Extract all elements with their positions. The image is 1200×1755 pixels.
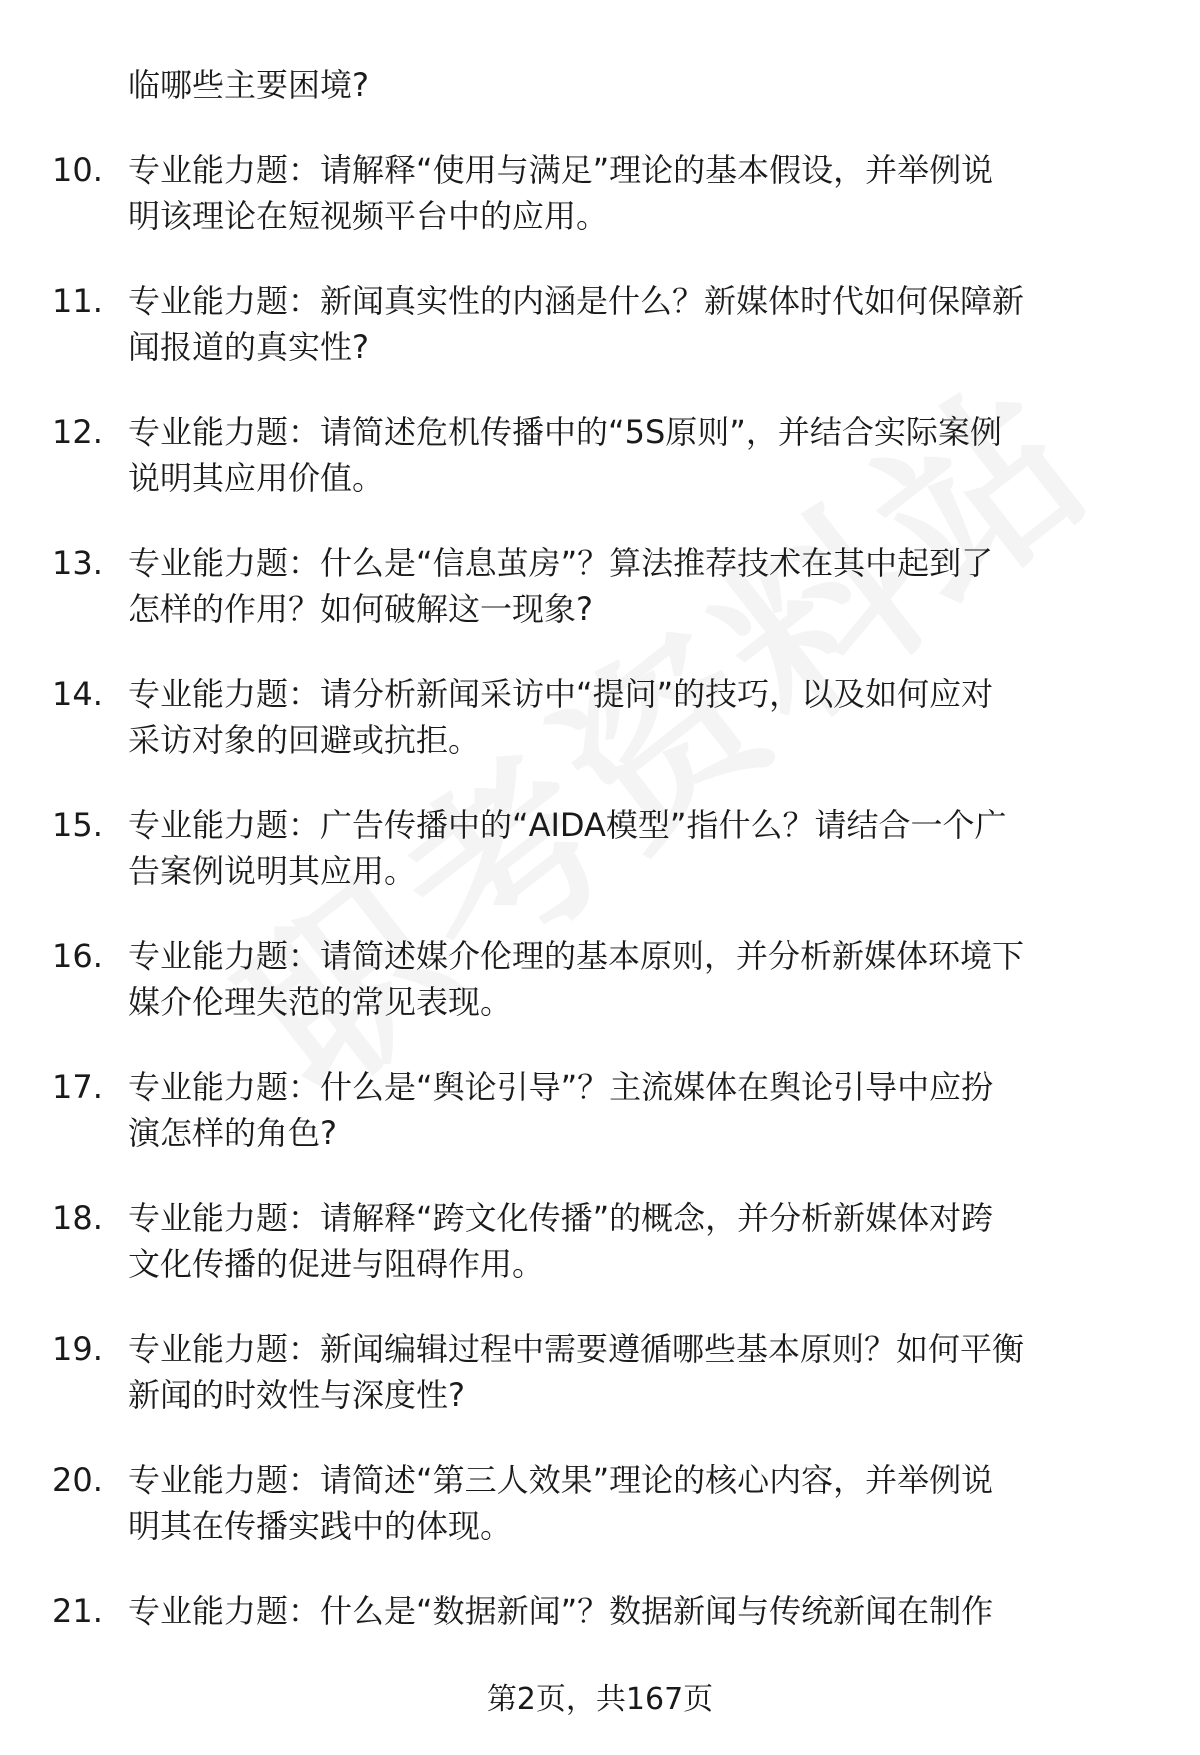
question-number: 17.: [52, 1068, 103, 1106]
question-number: 14.: [52, 675, 103, 713]
question-item-17: [0, 1064, 1200, 1195]
page-footer: 第2页，共167页: [486, 1682, 714, 1717]
question-text-line: 专业能力题：新闻真实性的内涵是什么？新媒体时代如何保障新: [128, 282, 1025, 320]
question-number: 12.: [52, 413, 103, 451]
question-item-15: [0, 802, 1200, 933]
question-text-line: 演怎样的角色?: [128, 1114, 337, 1152]
continuation-text: 临哪些主要困境?: [128, 66, 369, 104]
question-number: 13.: [52, 544, 103, 582]
question-item-16: [0, 933, 1200, 1064]
question-item-12: [0, 409, 1200, 540]
question-text-line: 说明其应用价值。: [128, 459, 385, 497]
question-number: 10.: [52, 151, 103, 189]
question-text-line: 专业能力题：什么是“数据新闻”？数据新闻与传统新闻在制作: [128, 1592, 994, 1630]
question-text-line: 明其在传播实践中的体现。: [128, 1507, 513, 1545]
question-number: 11.: [52, 282, 103, 320]
question-text-line: 专业能力题：请简述媒介伦理的基本原则，并分析新媒体环境下: [128, 937, 1025, 975]
question-item-13: [0, 540, 1200, 671]
question-text-line: 明该理论在短视频平台中的应用。: [128, 197, 609, 235]
question-text-line: 媒介伦理失范的常见表现。: [128, 983, 513, 1021]
question-number: 15.: [52, 806, 103, 844]
question-text-line: 专业能力题：广告传播中的“AIDA模型”指什么？请结合一个广: [128, 806, 1007, 844]
question-item-20: [0, 1457, 1200, 1588]
question-text-line: 专业能力题：请解释“跨文化传播”的概念，并分析新媒体对跨: [128, 1199, 994, 1237]
question-text-line: 专业能力题：请解释“使用与满足”理论的基本假设，并举例说: [128, 151, 994, 189]
question-item-14: [0, 671, 1200, 802]
question-text-line: 专业能力题：请分析新闻采访中“提问”的技巧，以及如何应对: [128, 675, 994, 713]
question-number: 20.: [52, 1461, 103, 1499]
question-number: 21.: [52, 1592, 103, 1630]
question-text-line: 告案例说明其应用。: [128, 852, 417, 890]
question-list: [0, 147, 1200, 1719]
question-item-10: [0, 147, 1200, 278]
question-text-line: 文化传播的促进与阻碍作用。: [128, 1245, 545, 1283]
question-text-line: 专业能力题：请简述危机传播中的“5S原则”，并结合实际案例: [128, 413, 1002, 451]
question-text-line: 采访对象的回避或抗拒。: [128, 721, 481, 759]
question-item-11: [0, 278, 1200, 409]
question-item-18: [0, 1195, 1200, 1326]
question-text-line: 专业能力题：什么是“舆论引导”？主流媒体在舆论引导中应扮: [128, 1068, 994, 1106]
question-text-line: 怎样的作用？如何破解这一现象?: [128, 590, 593, 628]
question-text-line: 新闻的时效性与深度性?: [128, 1376, 465, 1414]
question-text-line: 专业能力题：什么是“信息茧房”？算法推荐技术在其中起到了: [128, 544, 994, 582]
question-number: 16.: [52, 937, 103, 975]
question-number: 18.: [52, 1199, 103, 1237]
question-item-19: [0, 1326, 1200, 1457]
question-text-line: 专业能力题：新闻编辑过程中需要遵循哪些基本原则？如何平衡: [128, 1330, 1025, 1368]
question-number: 19.: [52, 1330, 103, 1368]
question-text-line: 专业能力题：请简述“第三人效果”理论的核心内容，并举例说: [128, 1461, 994, 1499]
question-text-line: 闻报道的真实性?: [128, 328, 369, 366]
